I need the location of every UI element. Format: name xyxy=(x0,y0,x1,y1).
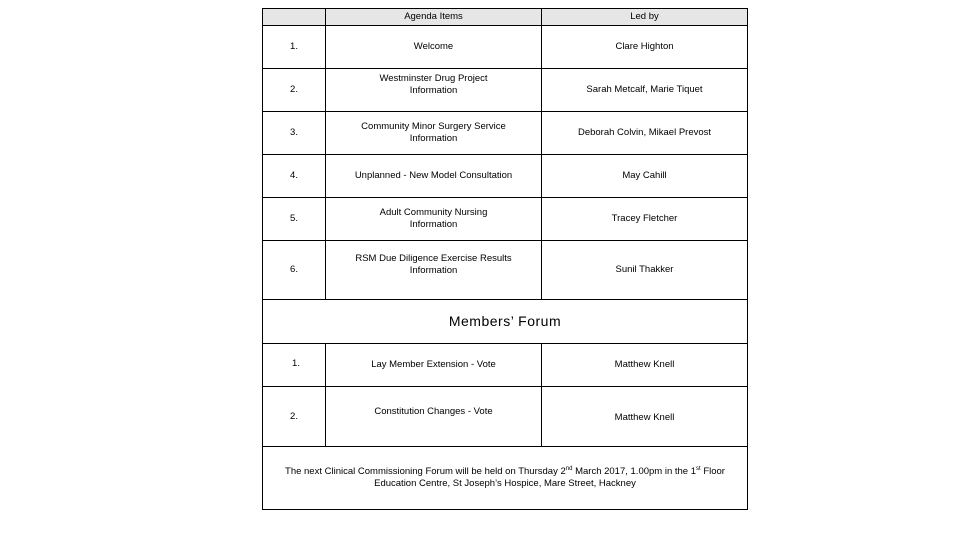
item-number: 1. xyxy=(263,26,326,69)
item-lead: Matthew Knell xyxy=(542,387,748,447)
agenda-row xyxy=(263,155,748,198)
agenda-item-title: Adult Community Nursing xyxy=(379,207,488,218)
agenda-item xyxy=(326,69,542,112)
forum-row xyxy=(263,387,748,447)
agenda-item-title: RSM Due Diligence Exercise Results xyxy=(355,253,512,264)
item-number: 6. xyxy=(263,241,326,300)
agenda-item-type: Information xyxy=(409,133,458,144)
agenda-item xyxy=(326,155,542,198)
forum-item: Lay Member Extension - Vote xyxy=(326,344,542,387)
agenda-item xyxy=(326,198,542,241)
table-header-row xyxy=(263,9,748,26)
agenda-item-type: Information xyxy=(409,265,458,276)
agenda-item-type: Information xyxy=(409,85,458,96)
item-lead: Tracey Fletcher xyxy=(542,198,748,241)
forum-row xyxy=(263,344,748,387)
item-lead: Sunil Thakker xyxy=(542,241,748,300)
item-lead: Deborah Colvin, Mikael Prevost xyxy=(542,112,748,155)
footer-row xyxy=(263,447,748,510)
agenda-item xyxy=(326,241,542,300)
agenda-item-title: Unplanned - New Model Consultation xyxy=(354,170,513,181)
item-number: 2. xyxy=(263,69,326,112)
item-lead: Sarah Metcalf, Marie Tiquet xyxy=(542,69,748,112)
item-number: 4. xyxy=(263,155,326,198)
agenda-item-title: Westminster Drug Project xyxy=(379,73,488,84)
item-number: 1. xyxy=(263,344,326,387)
header-number xyxy=(263,9,326,26)
agenda-row xyxy=(263,198,748,241)
header-led-by: Led by xyxy=(542,9,748,26)
item-number: 3. xyxy=(263,112,326,155)
agenda-row xyxy=(263,112,748,155)
agenda-item-title: Welcome xyxy=(413,41,454,52)
item-number: 2. xyxy=(263,387,326,447)
agenda-table xyxy=(262,8,748,510)
header-agenda-items: Agenda Items xyxy=(326,9,542,26)
item-lead: Matthew Knell xyxy=(542,344,748,387)
item-number: 5. xyxy=(263,198,326,241)
agenda-item-type: Information xyxy=(409,219,458,230)
agenda-row xyxy=(263,241,748,300)
agenda-row xyxy=(263,69,748,112)
next-forum-notice: The next Clinical Commissioning Forum will be held on Thursday 2nd March 2017, 1.00pm in the 1st Floor Education Centre, St Joseph’s Hospice, Mare Street, Hackney xyxy=(263,447,748,510)
item-lead: May Cahill xyxy=(542,155,748,198)
members-forum-heading-row xyxy=(263,300,748,344)
agenda-item xyxy=(326,112,542,155)
members-forum-title: Members’ Forum xyxy=(263,300,748,344)
agenda-item-title: Community Minor Surgery Service xyxy=(361,121,506,132)
agenda-item xyxy=(326,26,542,69)
agenda-row xyxy=(263,26,748,69)
item-lead: Clare Highton xyxy=(542,26,748,69)
forum-item: Constitution Changes - Vote xyxy=(326,387,542,447)
